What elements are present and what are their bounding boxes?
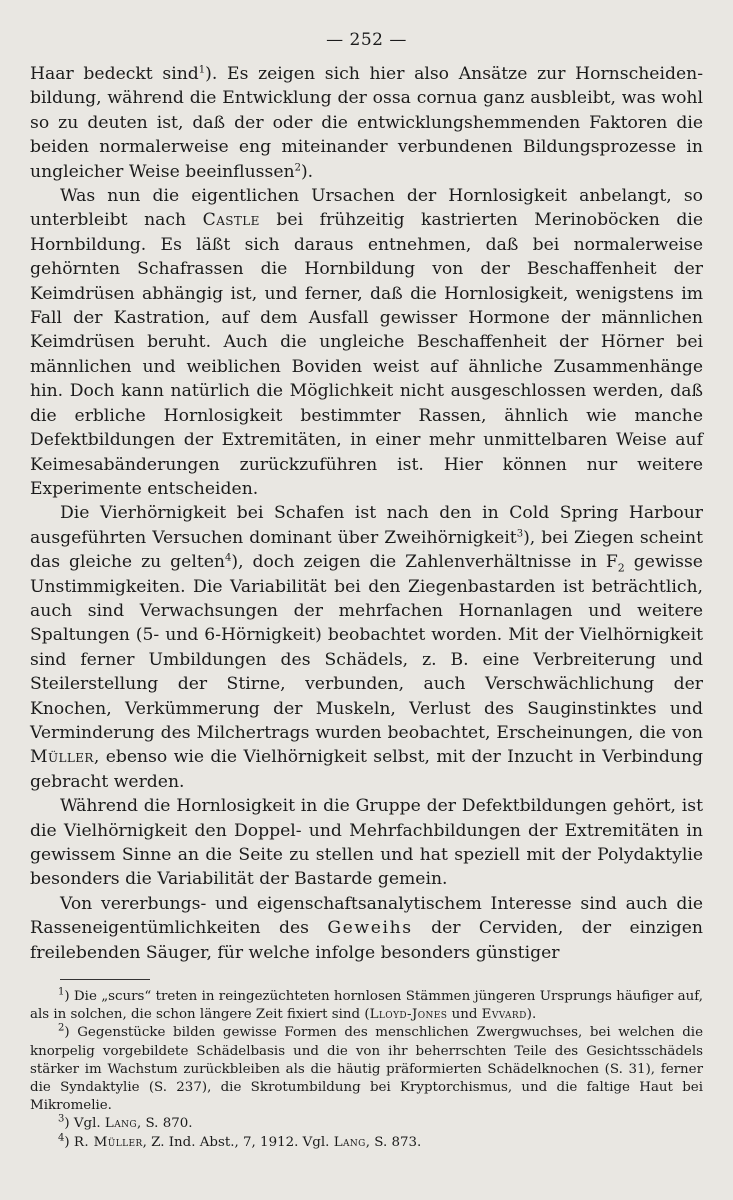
text-run: bei frühzeitig kastrierten Merinoböcken die Hornbildung. Es läßt sich daraus entnehmen, daß bei normalerweise gehörnten Schafrassen die Hornbildung von der Beschaffenheit der Keimdrüsen abhängig ist, und ferner, daß die Hornlosigkeit, wenigstens im Fall der Kastration, auf dem Ausfall gewisser Hormone der männlichen Keimdrüsen beruht. Auch die ungleiche Beschaffenheit der Hörner bei männlichen und weiblichen Boviden weist auf ähnliche Zusammenhänge hin. Doch kann natürlich die Möglichkeit nicht ausgeschlossen werden, daß die erbliche Hornlosigkeit bestimmter Rassen, ähnlich wie manche Defektbildungen der Extremitäten, in einer mehr unmittelbaren Weise auf Keimesabänderungen zurückzuführen ist. Hier können nur weitere Experimente entscheiden.: [30, 210, 703, 499]
text-run: ), doch zeigen die Zahlenverhältnisse in F: [231, 552, 618, 573]
footnote-ref-4: 4: [225, 552, 232, 564]
author-name: Castle: [202, 210, 260, 231]
footnote-number: 1: [58, 986, 65, 998]
text-run: ) Gegenstücke bilden gewisse Formen des menschlichen Zwergwuchses, bei welchen die knorpelig vorgebildete Schädelbasis und die von ihr beherrschten Teile des Gesichtsschädels stärker im Wachstum zurückbleiben als die häutig präformierten Schädelknochen (S. 31), ferner die Syndaktylie (S. 237), die Skrotumbildung bei Kryptorchismus, und die faltige Haut bei Mikromelie.: [30, 1025, 703, 1114]
text-run: der Cerviden, der einzigen freilebenden Säuger, für welche infolge besonders günstiger: [30, 918, 703, 963]
footnote-4: [30, 1134, 703, 1152]
footnote-ref-2: 2: [294, 161, 301, 173]
footnote-2: [30, 1024, 703, 1115]
text-run: gewisse Unstimmigkeiten. Die Variabilität bei den Ziegenbastarden ist beträchtlich, auch sind Verwachsungen der mehrfachen Hornanlagen und weitere Spaltungen (5- und 6-Hörnigkeit) beobachtet worden. Mit der Vielhörnigkeit sind ferner Umbildungen des Schädels, z. B. eine Verbreiterung und Steilerstellung der Stirne, verbunden, auch Verschwächlichung der Knochen, Verkümmerung der Muskeln, Verlust des Sauginstinktes und Verminderung des Milchertrags wurden beobachtet, Erscheinungen, die von: [30, 552, 703, 743]
paragraph-3: [30, 501, 703, 794]
text-run: , Z. Ind. Abst., 7, 1912. Vgl.: [142, 1134, 334, 1150]
author-name: Lang: [333, 1134, 366, 1150]
text-run: Von vererbungs- und eigenschaftsanalytischem Interesse sind auch die Rasseneigentümlichkeiten des: [30, 893, 703, 939]
text-run: , ebenso wie die Vielhörnigkeit selbst, mit der Inzucht in Verbindung gebracht werden.: [30, 747, 703, 792]
text-run: ): [64, 1134, 74, 1150]
paragraph-5: [30, 892, 703, 965]
author-name: R. Müller: [73, 1134, 143, 1150]
author-name: Evvard: [481, 1007, 527, 1023]
footnote-ref-3: 3: [516, 527, 524, 539]
text-run: ) Die „scurs“ treten in reingezüchteten hornlosen Stämmen jüngeren Ursprungs häufiger auf, als in solchen, die schon längere Zeit fixiert sind (: [30, 989, 703, 1023]
text-run: Die Vierhörnigkeit bei Schafen ist nach den in Cold Spring Harbour ausgeführten Versuchen dominant über Zweihörnigkeit: [30, 503, 703, 548]
generation-subscript: 2: [617, 561, 625, 575]
text-run: , S. 873.: [365, 1134, 422, 1150]
footnote-number: 4: [58, 1132, 65, 1144]
paragraph-4: Während die Hornlosigkeit in die Gruppe der Defektbildungen gehört, ist die Vielhörnigkeit den Doppel- und Mehrfachbildungen der Extremitäten in gewissem Sinne an die Seite zu stellen und hat speziell mit der Polydaktylie besonders die Variabilität der Bastarde gemein.: [30, 796, 703, 890]
text-run: Haar bedeckt sind: [30, 64, 199, 84]
footnote-ref-1: 1: [198, 64, 206, 76]
footnote-number: 3: [58, 1113, 65, 1125]
text-run: ), bei Ziegen scheint das gleiche zu gelten: [30, 527, 703, 573]
page-number: — 252 —: [326, 30, 407, 50]
body-text: [30, 62, 703, 965]
text-run: und: [447, 1007, 482, 1023]
paragraph-1: [30, 62, 703, 184]
text-run: ).: [300, 161, 314, 182]
footnote-1: [30, 988, 703, 1024]
author-name: Lloyd-Jones: [369, 1007, 448, 1023]
footnotes: [30, 988, 703, 1152]
emphasized-term: Geweihs: [327, 918, 413, 939]
text-run: Was nun die eigentlichen Ursachen der Hornlosigkeit anbelangt, so unterbleibt nach: [30, 186, 703, 231]
author-name: Müller: [30, 747, 94, 768]
text-run: , S. 870.: [136, 1116, 193, 1132]
text-run: ).: [526, 1007, 537, 1023]
footnote-number: 2: [58, 1022, 65, 1034]
footnote-divider: [60, 979, 150, 980]
author-name: Lang: [104, 1116, 137, 1132]
text-run: ). Es zeigen sich hier also Ansätze zur Hornscheidenbildung, während die Entwicklung der ossa cornua ganz ausbleibt, was wohl so zu deuten ist, daß der oder die entwicklungshemmenden Faktoren die beiden normalerweise eng miteinander verbundenen Bildungsprozesse in ungleicher Weise beeinflussen: [30, 64, 703, 182]
paragraph-2: [30, 184, 703, 501]
text-run: ) Vgl.: [64, 1116, 105, 1132]
footnote-3: [30, 1115, 703, 1133]
